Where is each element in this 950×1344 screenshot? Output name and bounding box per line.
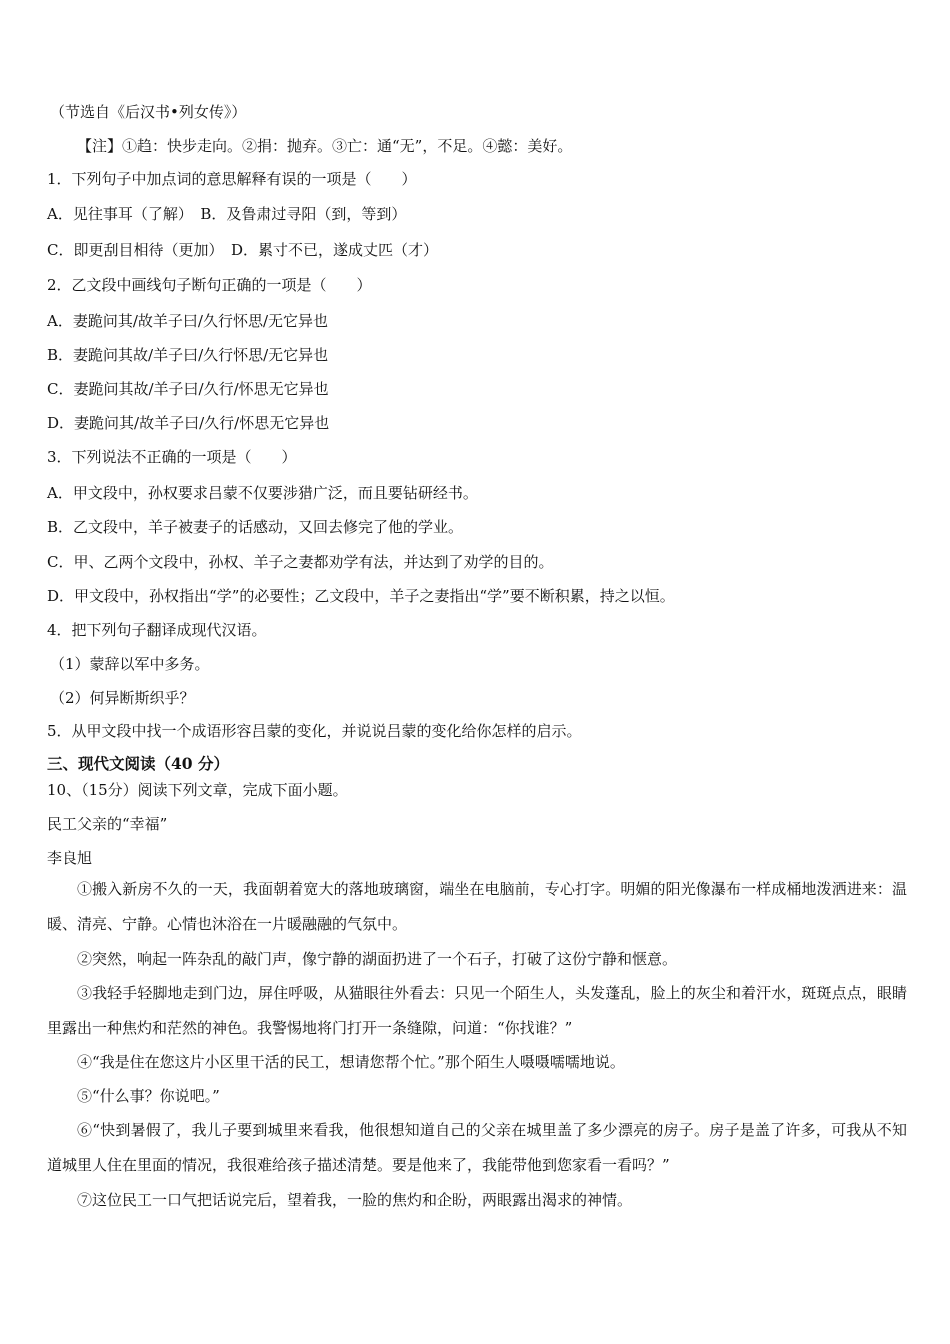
annotation-note: 【注】①趋：快步走向。②捐：抛弃。③亡：通“无”，不足。④懿：美好。 xyxy=(77,137,573,155)
question-1-stem: 1．下列句子中加点词的意思解释有误的一项是（ ） xyxy=(47,170,417,188)
question-2-option-d: D．妻跪问其/故羊子曰/久行/怀思无它异也 xyxy=(47,414,330,432)
article-paragraph-1: ①搬入新房不久的一天，我面朝着宽大的落地玻璃窗，端坐在电脑前，专心打字。明媚的阳光像瀑布一样成桶地泼洒进来：温暖、清亮、宁静。心情也沐浴在一片暖融融的气氛中。 xyxy=(47,880,907,933)
source-citation: （节选自《后汉书•列女传》） xyxy=(50,103,247,121)
question-3-option-d: D．甲文段中，孙权指出“学”的必要性；乙文段中，羊子之妻指出“学”要不断积累，持之以恒。 xyxy=(47,587,675,605)
question-2-stem: 2．乙文段中画线句子断句正确的一项是（ ） xyxy=(47,276,372,294)
question-1-options-row-2: C．即更刮目相待（更加） D．累寸不已，遂成丈匹（才） xyxy=(47,241,439,259)
section-heading: 三、现代文阅读（40 分） xyxy=(47,754,229,773)
article-paragraph-2: ②突然，响起一阵杂乱的敲门声，像宁静的湖面扔进了一个石子，打破了这份宁静和惬意。 xyxy=(77,950,678,968)
article-paragraph-4: ④“我是住在您这片小区里干活的民工，想请您帮个忙。”那个陌生人嗫嗫嚅嚅地说。 xyxy=(77,1053,625,1071)
question-1-options-row-1: A．见往事耳（了解） B．及鲁肃过寻阳（到，等到） xyxy=(47,205,407,223)
question-2-option-b: B．妻跪问其故/羊子曰/久行怀思/无它异也 xyxy=(47,346,329,364)
article-paragraph-7: ⑦这位民工一口气把话说完后，望着我，一脸的焦灼和企盼，两眼露出渴求的神情。 xyxy=(77,1191,633,1209)
question-2-option-a: A．妻跪问其/故羊子曰/久行怀思/无它异也 xyxy=(47,312,328,330)
question-3-stem: 3．下列说法不正确的一项是（ ） xyxy=(47,448,297,466)
question-3-option-a: A．甲文段中，孙权要求吕蒙不仅要涉猎广泛，而且要钻研经书。 xyxy=(47,484,478,502)
question-10-instruction: 10、（15分）阅读下列文章，完成下面小题。 xyxy=(47,781,348,799)
question-4-sentence-2: （2）何异断斯织乎？ xyxy=(50,689,195,707)
article-title: 民工父亲的“幸福” xyxy=(47,815,168,833)
article-paragraph-3: ③我轻手轻脚地走到门边，屏住呼吸，从猫眼往外看去：只见一个陌生人，头发蓬乱，脸上的灰尘和着汗水，斑斑点点，眼睛里露出一种焦灼和茫然的神色。我警惕地将门打开一条缝隙，问道：“你找谁？” xyxy=(47,984,907,1037)
question-4-sentence-1: （1）蒙辞以军中多务。 xyxy=(50,655,210,673)
article-paragraph-5: ⑤“什么事？你说吧。” xyxy=(77,1087,220,1105)
question-4-stem: 4．把下列句子翻译成现代汉语。 xyxy=(47,621,267,639)
question-3-option-c: C．甲、乙两个文段中，孙权、羊子之妻都劝学有法，并达到了劝学的目的。 xyxy=(47,553,554,571)
question-3-option-b: B．乙文段中，羊子被妻子的话感动，又回去修完了他的学业。 xyxy=(47,518,464,536)
question-5-stem: 5．从甲文段中找一个成语形容吕蒙的变化，并说说吕蒙的变化给你怎样的启示。 xyxy=(47,722,582,740)
article-paragraph-6: ⑥“快到暑假了，我儿子要到城里来看我，他很想知道自己的父亲在城里盖了多少漂亮的房子。房子是盖了许多，可我从不知道城里人住在里面的情况，我很难给孩子描述清楚。要是他来了，我能带他到您家看一看吗？” xyxy=(47,1121,907,1174)
article-author: 李良旭 xyxy=(47,849,93,867)
question-2-option-c: C．妻跪问其故/羊子曰/久行/怀思无它异也 xyxy=(47,380,329,398)
